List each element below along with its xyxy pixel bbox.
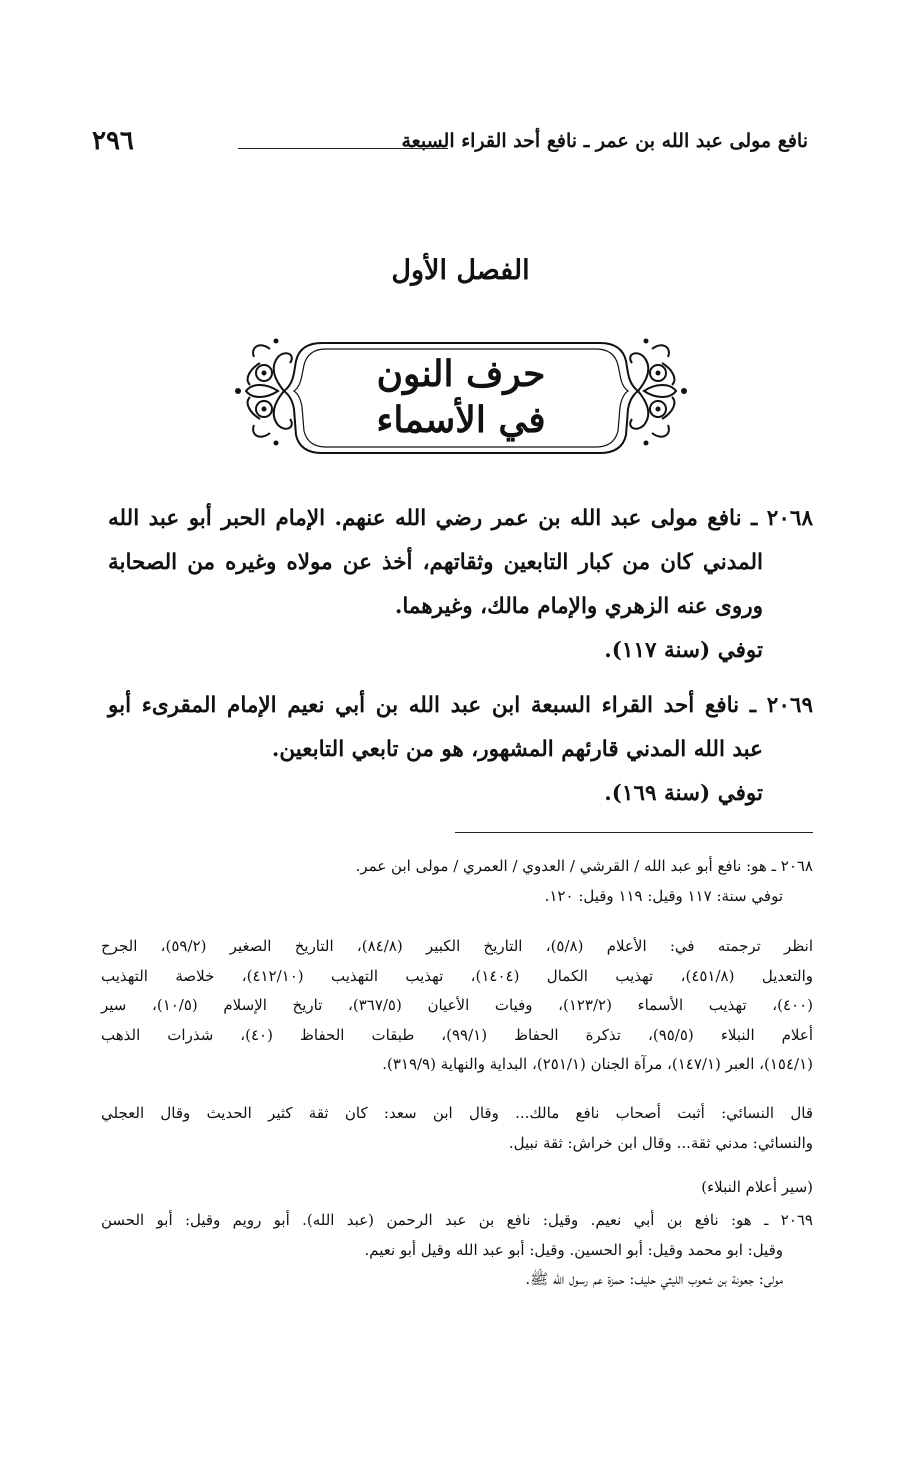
footnote-line: أعلام النبلاء (٩٥/٥)، تذكرة الحفاظ (٩٩/١)، طبقات الحفاظ (٤٠)، شذرات الذهب — [101, 1025, 814, 1044]
footnote-sources — [101, 932, 813, 1080]
header-rule — [238, 148, 448, 149]
chapter-title: الفصل الأول — [391, 255, 530, 286]
footnote-line: ٢٠٦٨ ـ هو: نافع أبو عبد الله / القرشي / العدوي / العمري / مولى ابن عمر. — [355, 857, 813, 875]
entry-line: المدني كان من كبار التابعين وثقاتهم، أخذ عن مولاه وغيره من الصحابة — [108, 550, 763, 575]
cartouche-line-1: حرف النون — [376, 353, 546, 395]
entry-line: توفي (سنة ١١٧). — [604, 638, 763, 663]
footnote-line: والتعديل (٤٥١/٨)، تهذيب الكمال (١٤٠٤)، تهذيب التهذيب (٤١٢/١٠)، خلاصة التهذيب — [101, 966, 813, 985]
footnote-line: توفي سنة: ١١٧ وقيل: ١١٩ وقيل: ١٢٠. — [544, 886, 783, 905]
footnote-line: والنسائي: مدني ثقة... وقال ابن خراش: ثقة نبيل. — [508, 1133, 813, 1152]
title-cartouche — [230, 333, 692, 463]
footnote-source-label — [101, 1173, 813, 1203]
footnote-2068 — [101, 852, 813, 911]
footnote-rule — [455, 832, 813, 833]
footnote-line: مولى: جعونة بن شعوب الليثي حليف: حمزة عم رسول الله ﷺ. — [525, 1270, 783, 1288]
footnote-line: (١٥٤/١)، العبر (١٤٧/١)، مرآة الجنان (٢٥١/١)، البداية والنهاية (٣١٩/٩). — [382, 1055, 813, 1073]
entry-line: ٢٠٦٨ ـ نافع مولى عبد الله بن عمر رضي الله عنهم. الإمام الحبر أبو عبد الله — [108, 506, 813, 531]
cartouche-line-2: في الأسماء — [376, 399, 546, 441]
footnote-quotes — [101, 1099, 813, 1158]
running-title: نافع مولى عبد الله بن عمر ـ نافع أحد القراء السبعة — [401, 130, 808, 152]
footnote-line: ٢٠٦٩ ـ هو: نافع بن أبي نعيم. وقيل: نافع بن عبد الرحمن (عبد الله). أبو رويم وقيل: أبو الحسن — [101, 1211, 813, 1229]
entry-2068 — [108, 497, 813, 673]
footnote-2069 — [101, 1206, 813, 1295]
entry-2069 — [108, 684, 813, 816]
entry-line: توفي (سنة ١٦٩). — [604, 781, 763, 806]
footnote-line: وقيل: ابو محمد وقيل: أبو الحسين. وقيل: أبو عبد الله وقيل أبو نعيم. — [364, 1240, 783, 1259]
running-header — [92, 126, 808, 164]
source-label: (سير أعلام النبلاء) — [701, 1178, 813, 1196]
entry-line: وروى عنه الزهري والإمام مالك، وغيرهما. — [394, 594, 763, 619]
page-number: ٢٩٦ — [92, 126, 134, 156]
footnote-line: انظر ترجمته في: الأعلام (٥/٨)، التاريخ الكبير (٨٤/٨)، التاريخ الصغير (٥٩/٢)، الجرح — [101, 937, 813, 955]
footnote-line: قال النسائي: أثبت أصحاب نافع مالك... وقال ابن سعد: كان ثقة كثير الحديث وقال العجلي — [101, 1104, 813, 1122]
entry-line: ٢٠٦٩ ـ نافع أحد القراء السبعة ابن عبد الله بن أبي نعيم الإمام المقرىء أبو — [108, 693, 813, 718]
footnote-line: (٤٠٠)، تهذيب الأسماء (١٢٣/٢)، وفيات الأعيان (٣٦٧/٥)، تاريخ الإسلام (١٠/٥)، سير — [101, 996, 813, 1014]
entry-line: عبد الله المدني قارئهم المشهور، هو من تابعي التابعين. — [271, 737, 763, 762]
